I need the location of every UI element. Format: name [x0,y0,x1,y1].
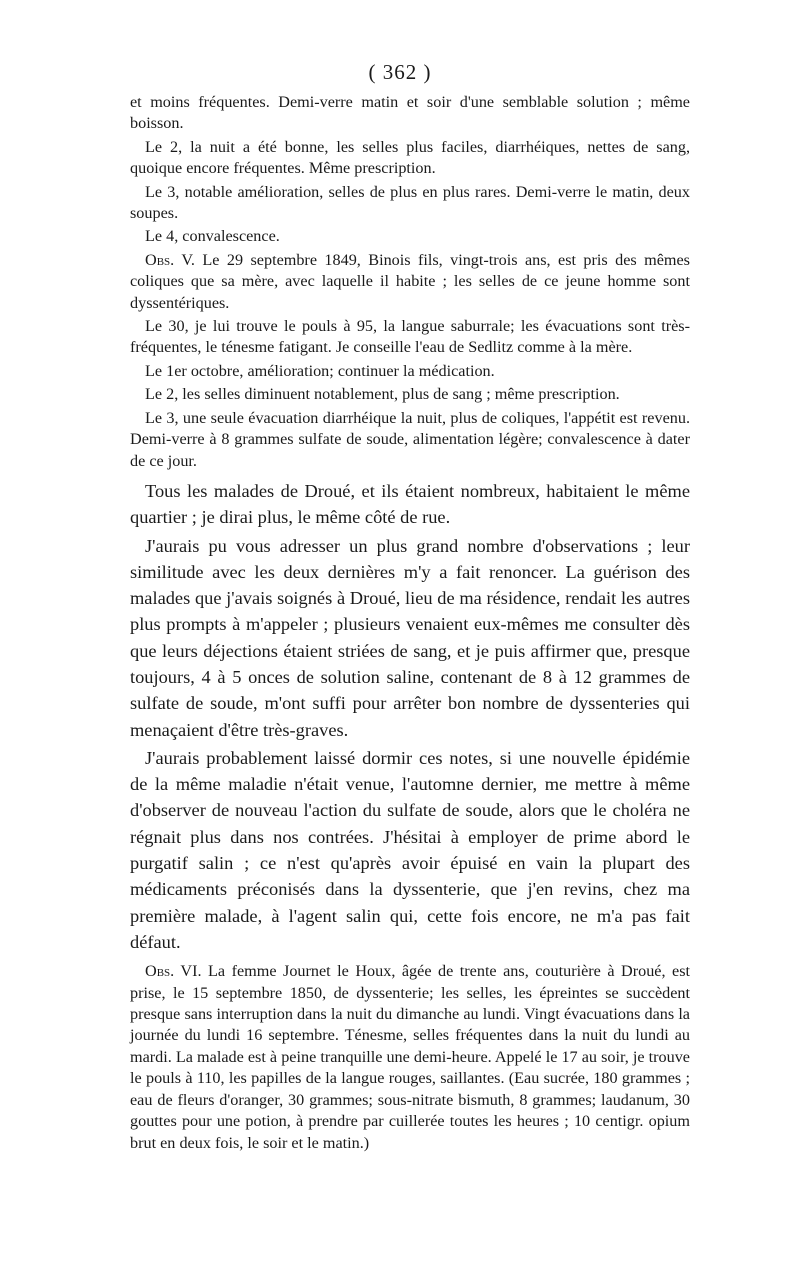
paragraph-11: J'aurais pu vous adresser un plus grand nombre d'observations ; leur similitude avec les deux dernières m'y a fait renoncer. La guérison des malades que j'avais soignés à Droué, lieu de ma résidence, rendait les autres plus prompts à m'appeler ; plusieurs venaient eux-mêmes me consulter dès que leurs déjections étaient striées de sang, et je puis affirmer que, presque toujours, 4 à 5 onces de solution saline, contenant de 8 à 12 grammes de sulfate de soude, m'ont suffi pour arrêter bon nombre de dyssenteries qui menaçaient d'être très-graves. [130,535,690,740]
page-number: ( 362 ) [368,60,432,84]
paragraph-7: Le 1er octobre, amélioration; continuer la médication. [145,361,495,380]
body-text [130,92,690,1154]
paragraph-12: J'aurais probablement laissé dormir ces notes, si une nouvelle épidémie de la même maladie n'était venue, l'automne dernier, me mettre à même d'observer de nouveau l'action du sulfate de soude, alors que le choléra ne régnait plus dans nos contrées. J'hésitai à employer de prime abord le purgatif salin ; ce n'est qu'après avoir épuisé en vain la plupart des médicaments préconisés dans la dyssenterie, que j'en revins, chez ma première malade, à l'agent salin qui, cette fois encore, ne m'a pas fait défaut. [130,747,690,952]
obs-vi-text: La femme Journet le Houx, âgée de trente ans, couturière à Droué, est prise, le 15 septembre 1850, de dyssenterie; les selles, les épreintes se succèdent presque sans interruption dans la nuit du dimanche au lundi. Vingt évacuations dans la journée du lundi 16 septembre. Ténesme, selles fréquentes dans la nuit du lundi au mardi. La malade est à peine tranquille une demi-heure. Appelé le 17 au soir, je trouve le pouls à 110, les papilles de la langue rouges, saillantes. (Eau sucrée, 180 grammes ; eau de fleurs d'oranger, 30 grammes; sous-nitrate bismuth, 8 grammes; laudanum, 30 gouttes pour une potion, à prendre par cuillerée toutes les heures ; 10 centigr. opium brut en deux fois, le soir et le matin.) [130,962,690,1152]
paragraph-3: Le 3, notable amélioration, selles de plus en plus rares. Demi-verre le matin, deux soupes. [130,182,690,223]
obs-vi-label: Obs. VI. [145,962,202,981]
obs-v-text: Le 29 septembre 1849, Binois fils, vingt-trois ans, est pris des mêmes coliques que sa mère, avec laquelle il habite ; les selles de ce jeune homme sont dyssentériques. [130,250,690,312]
paragraph-10: Tous les malades de Droué, et ils étaient nombreux, habitaient le même quartier ; je dirai plus, le même côté de rue. [130,480,690,528]
paragraph-6: Le 30, je lui trouve le pouls à 95, la langue saburrale; les évacuations sont très-fréquentes, le ténesme fatigant. Je conseille l'eau de Sedlitz comme à la mère. [130,317,690,357]
obs-v-label: Obs. V. [145,250,195,269]
paragraph-1: et moins fréquentes. Demi-verre matin et soir d'une semblable solution ; même boisson. [130,93,690,133]
paragraph-9: Le 3, une seule évacuation diarrhéique la nuit, plus de coliques, l'appétit est revenu. Demi-verre à 8 grammes sulfate de soude, alimentation légère; convalescence à dater de ce jour. [130,408,690,470]
paragraph-obs-vi [130,961,690,1154]
paragraph-obs-v [130,250,690,314]
paragraph-4: Le 4, convalescence. [145,227,280,246]
paragraph-2: Le 2, la nuit a été bonne, les selles plus faciles, diarrhéiques, nettes de sang, quoique encore fréquentes. Même prescription. [130,137,690,178]
paragraph-8: Le 2, les selles diminuent notablement, plus de sang ; même prescription. [145,385,620,404]
